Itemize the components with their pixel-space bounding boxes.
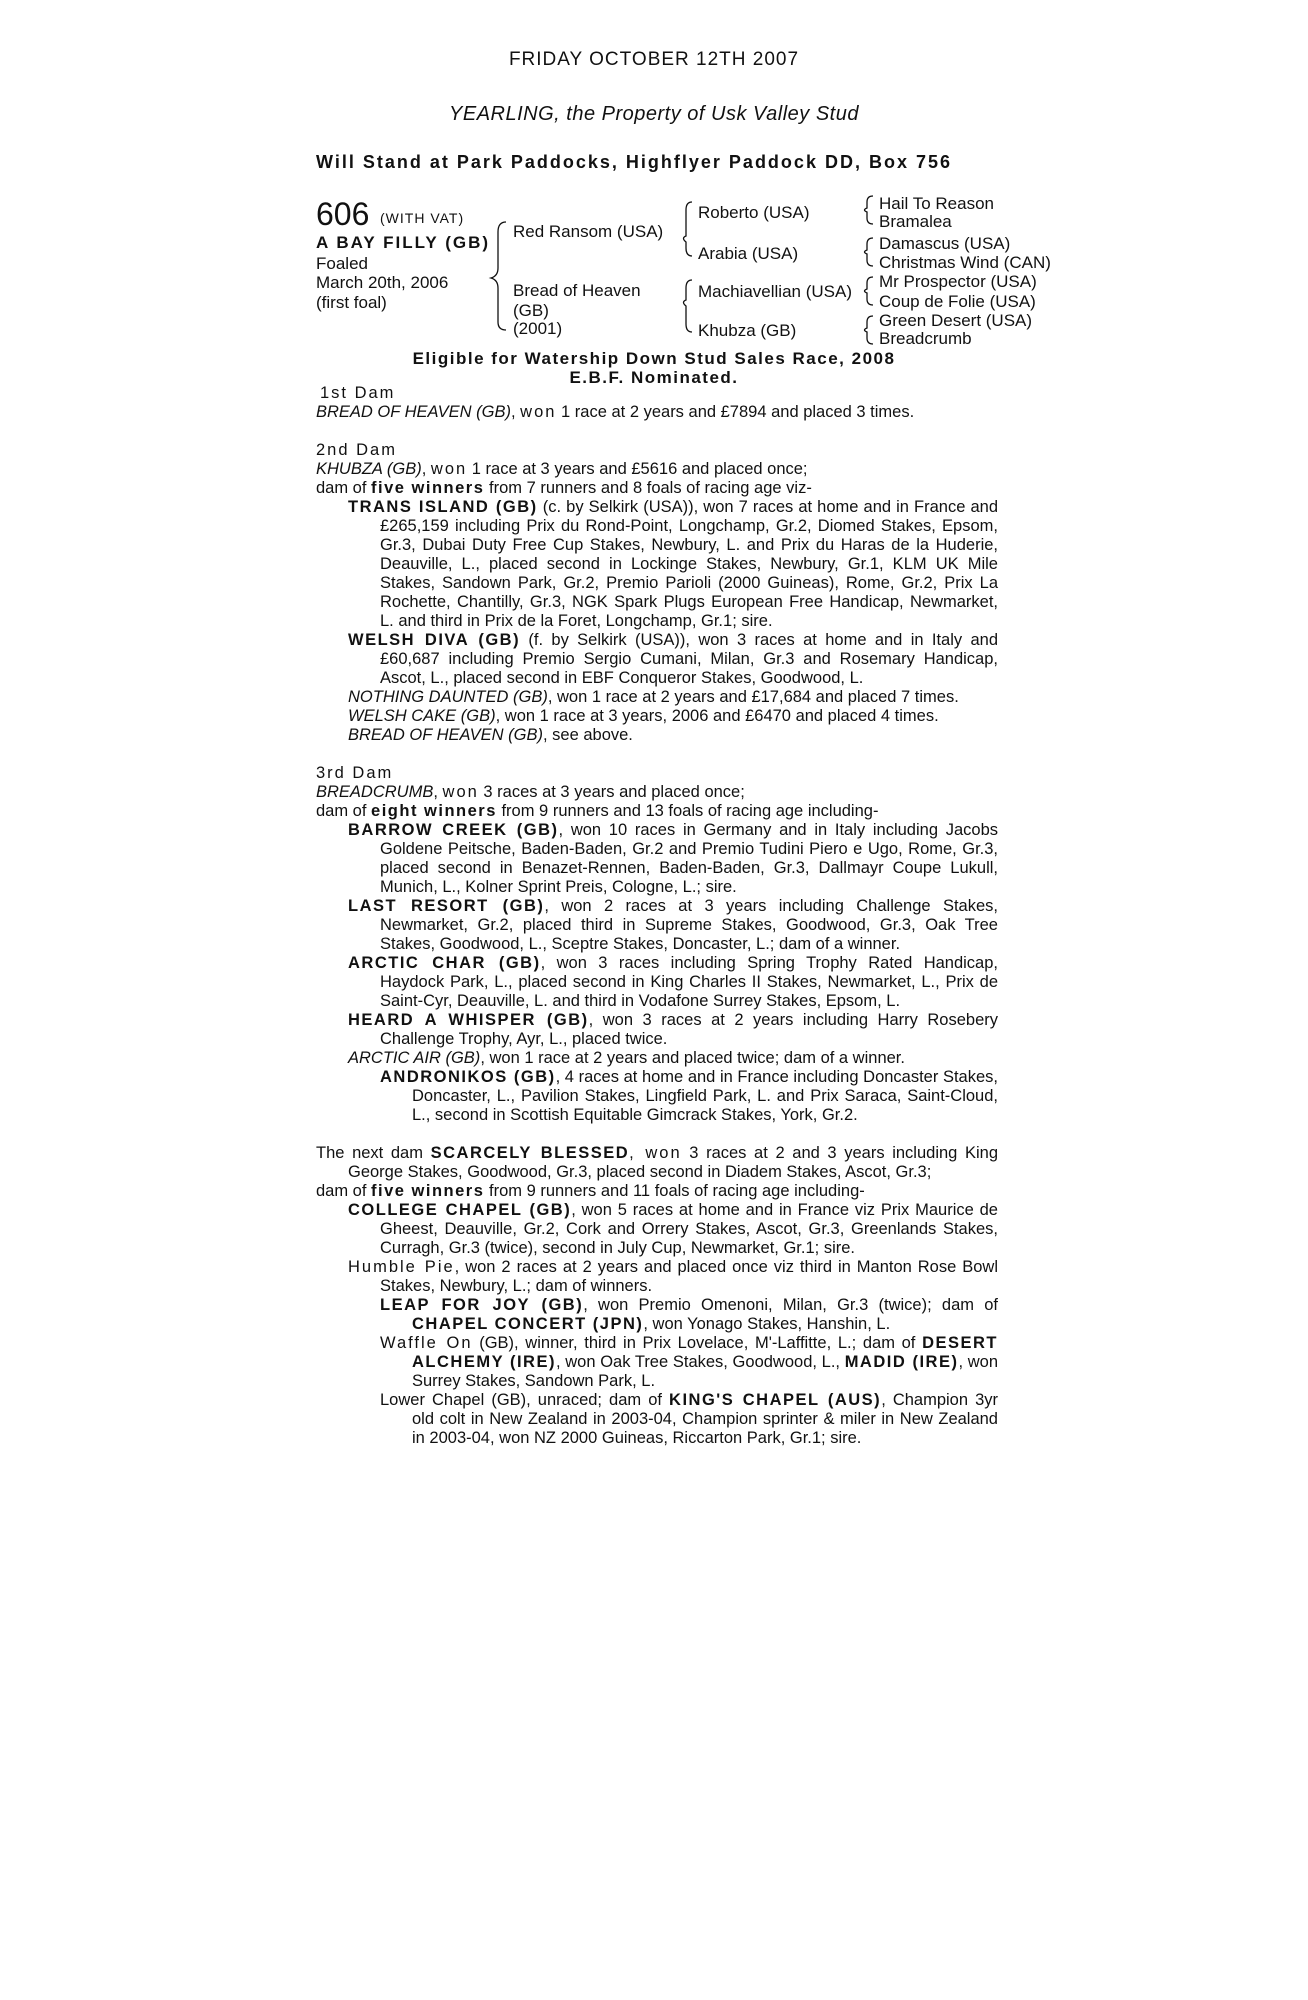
dam3-record: BREADCRUMB, won 3 races at 3 years and placed once; xyxy=(316,783,745,801)
produce-andronikos: ANDRONIKOS (GB), 4 races at home and in France including Doncaster Stakes, Doncaster, L., Pavilion Stakes, Lingfield Park, L. and Prix Saraca, Saint-Cloud, L., second in Scottish Equitable Gimcrack Stakes, York, Gr.2. xyxy=(380,1068,998,1124)
dam2-heading: 2nd Dam xyxy=(316,441,397,459)
pedigree-dam-year: (2001) xyxy=(513,319,563,338)
sale-date: FRIDAY OCTOBER 12TH 2007 xyxy=(508,49,800,70)
pedigree-sire: Red Ransom (USA) xyxy=(513,222,664,241)
eligibility-line-1: Eligible for Watership Down Stud Sales Race, 2008 xyxy=(412,349,896,368)
pedigree-sire-dam: Arabia (USA) xyxy=(698,244,799,263)
first-foal: (first foal) xyxy=(316,293,387,312)
produce-barrow-creek: BARROW CREEK (GB), won 10 races in Germany and in Italy including Jacobs Goldene Peitsche, Baden-Baden, Gr.2 and Premio Tudini Piero e Ugo, Rome, Gr.3, placed second in Benazet-Rennen, Baden-Baden, Gr.3, Dallmayr Coupe Lukull, Munich, L., Kolner Sprint Preis, Cologne, L.; sire. xyxy=(348,821,998,896)
pedigree-dsd: Coup de Folie (USA) xyxy=(879,292,1036,311)
produce-arctic-air: ARCTIC AIR (GB), won 1 race at 2 years and placed twice; dam of a winner. xyxy=(348,1049,905,1067)
produce-bread-of-heaven: BREAD OF HEAVEN (GB), see above. xyxy=(348,726,633,744)
dam1-name: BREAD OF HEAVEN (GB) xyxy=(316,403,511,421)
nextdam-produce-summary: dam of five winners from 9 runners and 11 foals of racing age including- xyxy=(316,1182,865,1200)
eligibility-line-2: E.B.F. Nominated. xyxy=(569,368,739,387)
pedigree-sire-sire: Roberto (USA) xyxy=(698,203,810,222)
produce-welsh-cake: WELSH CAKE (GB), won 1 race at 3 years, 2006 and £6470 and placed 4 times. xyxy=(348,707,939,725)
pedigree-sds: Damascus (USA) xyxy=(879,234,1011,253)
produce-humble-pie: Humble Pie, won 2 races at 2 years and placed once viz third in Manton Rose Bowl Stakes, Newbury, L.; dam of winners. xyxy=(348,1258,999,1295)
dam2-produce-summary: dam of five winners from 7 runners and 8 foals of racing age viz- xyxy=(316,479,812,497)
produce-trans-island: TRANS ISLAND (GB) (c. by Selkirk (USA)), won 7 races at home and in France and £265,159 including Prix du Rond-Point, Longchamp, Gr.2, Diomed Stakes, Epsom, Gr.3, Dubai Duty Free Cup Stakes, Newbury, L. and Prix du Haras de la Huderie, Deauville, L., placed second in Lockinge Stakes, Newbury, Gr.1, KLM UK Mile Stakes, Sandown Park, Gr.2, Premio Parioli (2000 Guineas), Rome, Gr.2, Prix La Rochette, Chantilly, Gr.3, NGK Spark Plugs European Free Handicap, Newmarket, L. and third in Prix de la Foret, Longchamp, Gr.1; sire. xyxy=(348,498,999,630)
dam1-heading: 1st Dam xyxy=(320,384,396,402)
pedigree-dss: Mr Prospector (USA) xyxy=(879,272,1037,291)
dam-records xyxy=(316,384,998,1448)
produce-nothing-daunted: NOTHING DAUNTED (GB), won 1 race at 2 years and £17,684 and placed 7 times. xyxy=(348,688,959,706)
foaled-label: Foaled xyxy=(316,254,368,273)
dam1-record: BREAD OF HEAVEN (GB), won 1 race at 2 years and £7894 and placed 3 times. xyxy=(316,403,915,421)
produce-arctic-char: ARCTIC CHAR (GB), won 3 races including Spring Trophy Rated Handicap, Haydock Park, L., placed second in King Charles II Stakes, Newmarket, L., Prix de Saint-Cyr, Deauville, L. and third in Vodafone Surrey Stakes, Epsom, L. xyxy=(348,954,998,1010)
lot-name: A BAY FILLY (GB) xyxy=(316,233,491,252)
nextdam-record: The next dam SCARCELY BLESSED, won 3 races at 2 and 3 years including King George Stakes, Goodwood, Gr.3, placed second in Diadem Stakes, Ascot, Gr.3; xyxy=(316,1144,998,1181)
produce-waffle-on: Waffle On (GB), winner, third in Prix Lovelace, M'-Laffitte, L.; dam of DESERT ALCHEMY (IRE), won Oak Tree Stakes, Goodwood, L., MADID (IRE), won Surrey Stakes, Sandown Park, L. xyxy=(380,1334,998,1390)
pedigree-dam-sire: Machiavellian (USA) xyxy=(698,282,852,301)
pedigree-dds: Green Desert (USA) xyxy=(879,311,1033,330)
pedigree-ssd: Bramalea xyxy=(879,212,952,231)
dam2-name: KHUBZA (GB) xyxy=(316,460,422,478)
yearling-property: YEARLING, the Property of Usk Valley Stud xyxy=(449,103,859,125)
produce-leap-for-joy: LEAP FOR JOY (GB), won Premio Omenoni, Milan, Gr.3 (twice); dam of CHAPEL CONCERT (JPN), won Yonago Stakes, Hanshin, L. xyxy=(380,1296,998,1333)
foaled-date: March 20th, 2006 xyxy=(316,273,449,292)
pedigree-dam-country: (GB) xyxy=(513,301,549,320)
pedigree-dam-dam: Khubza (GB) xyxy=(698,321,797,340)
produce-last-resort: LAST RESORT (GB), won 2 races at 3 years including Challenge Stakes, Newmarket, Gr.2, placed third in Supreme Stakes, Goodwood, Gr.3, Oak Tree Stakes, Goodwood, L., Sceptre Stakes, Doncaster, L.; dam of a winner. xyxy=(348,897,998,953)
produce-lower-chapel: Lower Chapel (GB), unraced; dam of KING'S CHAPEL (AUS), Champion 3yr old colt in New Zealand in 2003-04, Champion sprinter & miler in New Zealand in 2003-04, won NZ 2000 Guineas, Riccarton Park, Gr.1; sire. xyxy=(380,1391,999,1447)
pedigree-sss: Hail To Reason xyxy=(879,194,994,213)
stand-location: Will Stand at Park Paddocks, Highflyer Paddock DD, Box 756 xyxy=(316,152,952,172)
produce-welsh-diva: WELSH DIVA (GB) (f. by Selkirk (USA)), won 3 races at home and in Italy and £60,687 including Premio Sergio Cumani, Milan, Gr.3 and Rosemary Handicap, Ascot, L., placed second in EBF Conqueror Stakes, Goodwood, L. xyxy=(348,631,998,687)
produce-college-chapel: COLLEGE CHAPEL (GB), won 5 races at home and in France viz Prix Maurice de Gheest, Deauville, Gr.2, Cork and Orrery Stakes, Ascot, Gr.3, Greenlands Stakes, Curragh, Gr.3 (twice), second in July Cup, Newmarket, Gr.1; sire. xyxy=(348,1201,998,1257)
pedigree-sdd: Christmas Wind (CAN) xyxy=(879,253,1051,272)
produce-heard-a-whisper: HEARD A WHISPER (GB), won 3 races at 2 years including Harry Rosebery Challenge Trophy, Ayr, L., placed twice. xyxy=(348,1011,999,1048)
lot-number: 606 xyxy=(316,196,370,232)
pedigree-dam: Bread of Heaven xyxy=(513,281,641,300)
dam3-heading: 3rd Dam xyxy=(316,764,394,782)
dam3-name: BREADCRUMB xyxy=(316,783,434,801)
lot-vat: (WITH VAT) xyxy=(380,210,465,226)
nextdam-name: SCARCELY BLESSED xyxy=(430,1144,630,1162)
dam3-produce-summary: dam of eight winners from 9 runners and 13 foals of racing age including- xyxy=(316,802,879,820)
pedigree-brackets xyxy=(0,0,1308,360)
dam2-record: KHUBZA (GB), won 1 race at 3 years and £5616 and placed once; xyxy=(316,460,808,478)
pedigree-ddd: Breadcrumb xyxy=(879,329,972,348)
